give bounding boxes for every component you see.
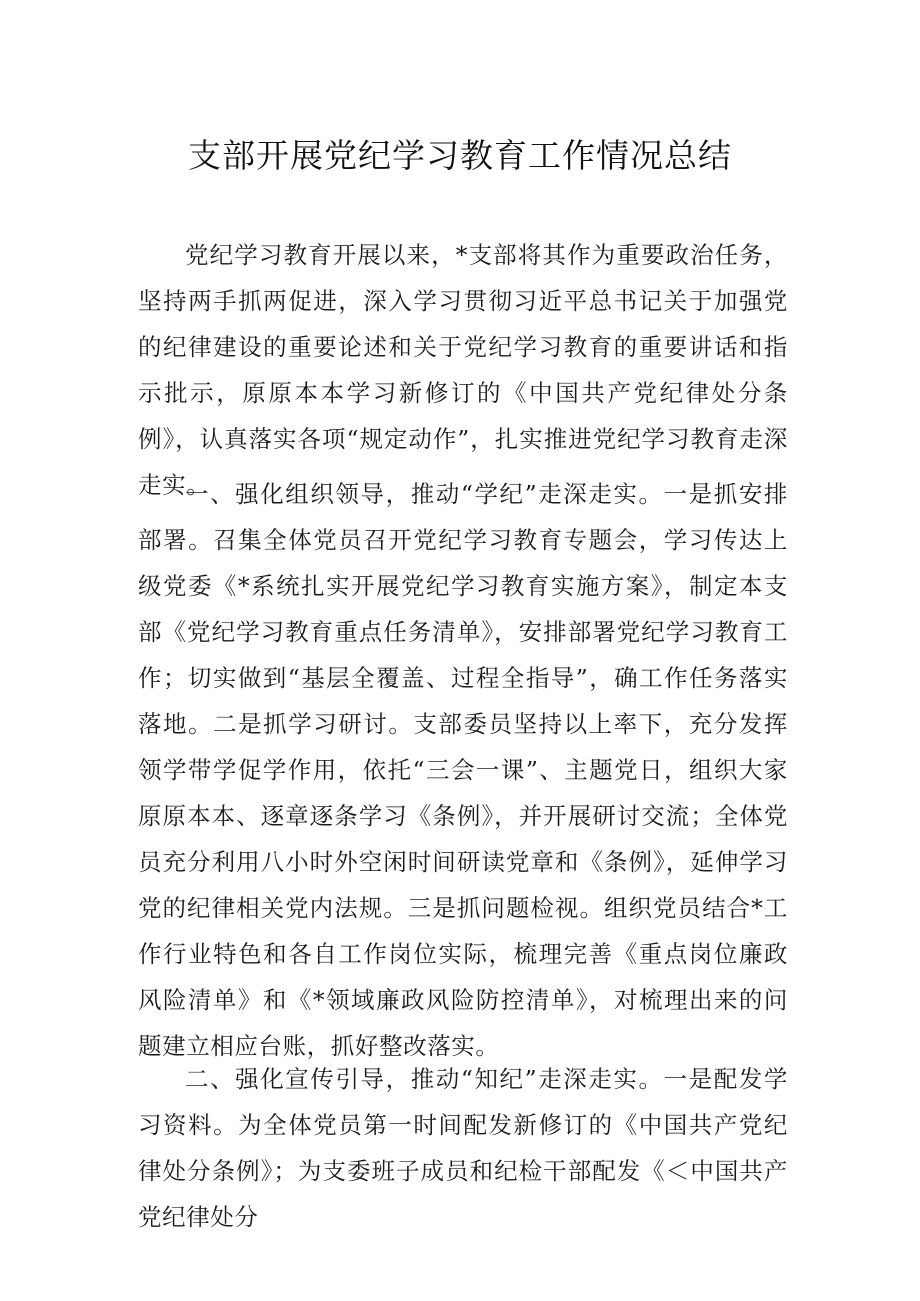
paragraph-section-two: 二、强化宣传引导，推动“知纪”走深走实。一是配发学习资料。为全体党员第一时间配发新修订的《中国共产党纪律处分条例》；为支委班子成员和纪检干部配发《＜中国共产党纪律处分 [138, 1065, 788, 1231]
paragraph-section-one: 一、强化组织领导，推动“学纪”走深走实。一是抓安排部署。召集全体党员召开党纪学习教育专题会，学习传达上级党委《*系统扎实开展党纪学习教育实施方案》，制定本支部《党纪学习教育重点任务清单》，安排部署党纪学习教育工作；切实做到“基层全覆盖、过程全指导”，确工作任务落实落地。二是抓学习研讨。支部委员坚持以上率下，充分发挥领学带学促学作用，依托“三会一课”、主题党日，组织大家原原本本、逐章逐条学习《条例》，并开展研讨交流；全体党员充分利用八小时外空闲时间研读党章和《条例》，延伸学习党的纪律相关党内法规。三是抓问题检视。组织党员结合*工作行业特色和各自工作岗位实际，梳理完善《重点岗位廉政风险清单》和《*领域廉政风险防控清单》，对梳理出来的问题建立相应台账，抓好整改落实。 [138, 480, 788, 1060]
paragraph-intro: 党纪学习教育开展以来，*支部将其作为重要政治任务，坚持两手抓两促进，深入学习贯彻习近平总书记关于加强党的纪律建设的重要论述和关于党纪学习教育的重要讲话和指示批示，原原本本学习新修订的《中国共产党纪律处分条例》，认真落实各项“规定动作”，扎实推进党纪学习教育走深走实。 [138, 241, 788, 499]
document-title: 支部开展党纪学习教育工作情况总结 [188, 136, 732, 175]
